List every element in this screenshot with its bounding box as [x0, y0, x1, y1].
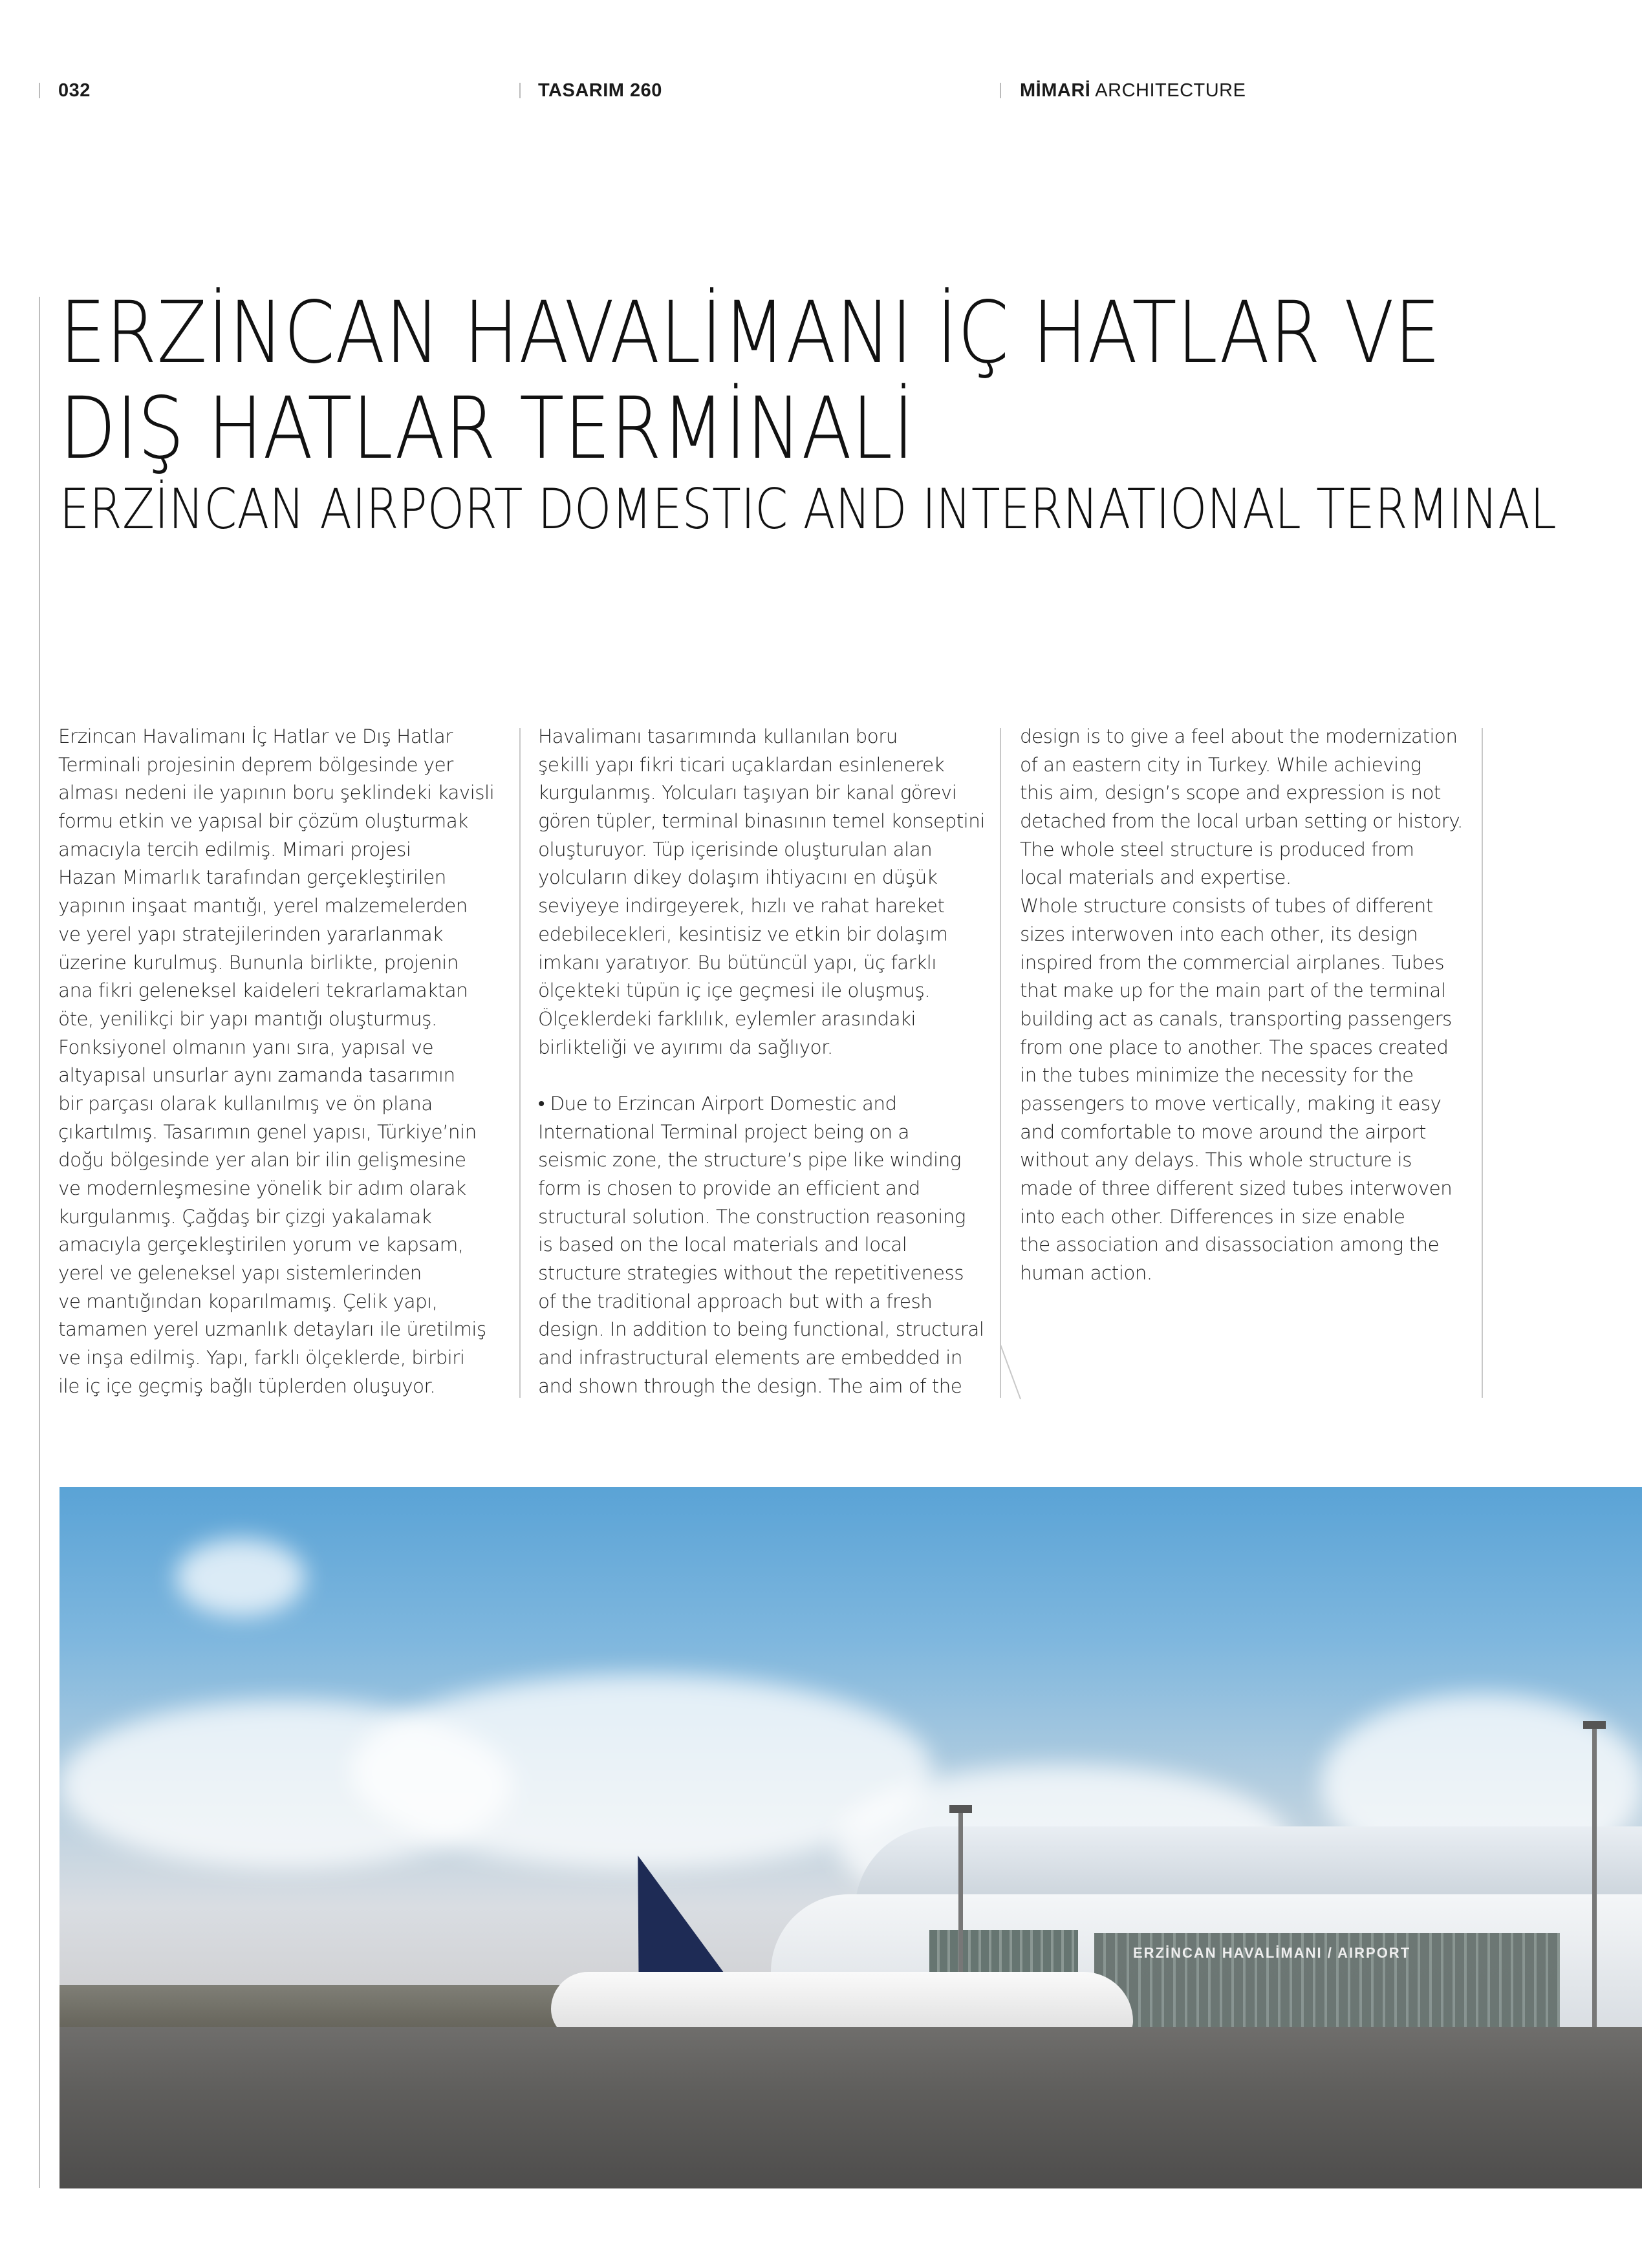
text-line: öte, yenilikçi bir yapı mantığı oluşturmuş. [58, 1007, 437, 1030]
body-column-1 [58, 723, 511, 1401]
magazine-issue: TASARIM 260 [538, 80, 662, 101]
text-line: building act as canals, transporting passengers [1020, 1007, 1452, 1030]
text-line: imkanı yaratıyor. Bu bütüncül yapı, üç farklı [538, 951, 936, 974]
text-line: of an eastern city in Turkey. While achieving [1020, 753, 1421, 776]
text-line: amacıyla tercih edilmiş. Mimari projesi [58, 838, 411, 861]
header-divider [39, 83, 40, 98]
section-label: MİMARİ ARCHITECTURE [1020, 80, 1246, 101]
text-line: structure strategies without the repetitiveness [538, 1262, 964, 1285]
text-line: ana fikri geleneksel kaideleri tekrarlamaktan [58, 979, 468, 1002]
body-column-3 [1020, 723, 1473, 1288]
text-line: seismic zone, the structure’s pipe like winding [538, 1149, 961, 1171]
text-line: ve inşa edilmiş. Yapı, farklı ölçeklerde, birbiri [58, 1347, 465, 1369]
text-line: seviyeye indirgeyerek, hızlı ve rahat hareket [538, 895, 945, 917]
body-column-2 [538, 723, 991, 1401]
text-line: structural solution. The construction reasoning [538, 1205, 966, 1228]
text-line: and infrastructural elements are embedded in [538, 1347, 962, 1369]
text-line: and shown through the design. The aim of the [538, 1375, 962, 1397]
column-divider [1000, 728, 1001, 1398]
terminal-sign: ERZİNCAN HAVALİMANI / AIRPORT [1133, 1945, 1411, 1961]
tarmac [59, 2027, 1642, 2188]
header-divider [519, 83, 521, 98]
column-divider-diagonal [1000, 1345, 1026, 1400]
text-line: sizes interwoven into each other, its design [1020, 923, 1418, 945]
text-line: formu etkin ve yapısal bir çözüm oluşturmak [58, 810, 468, 833]
text-line: doğu bölgesinde yer alan bir ilin gelişmesine [58, 1149, 466, 1171]
text-line: birlikteliği ve ayırımı da sağlıyor. [538, 1036, 833, 1058]
text-line: design is to give a feel about the modernization [1020, 725, 1458, 747]
text-line: form is chosen to provide an efficient and [538, 1177, 920, 1199]
text-line: that make up for the main part of the terminal [1020, 979, 1446, 1002]
text-line: inspired from the commercial airplanes. Tubes [1020, 951, 1445, 974]
text-line: Ölçeklerdeki farklılık, eylemler arasındaki [538, 1007, 916, 1030]
article-subtitle: ERZİNCAN AIRPORT DOMESTIC AND INTERNATIONAL TERMINAL [59, 477, 1557, 542]
column-divider [1482, 728, 1483, 1398]
text-line: The whole steel structure is produced from [1020, 838, 1414, 861]
text-line: ve yerel yapı stratejilerinden yararlanmak [58, 923, 443, 945]
text-line: design. In addition to being functional, structural [538, 1318, 984, 1341]
text-line: şekilli yapı fikri ticari uçaklardan esinlenerek [538, 753, 945, 776]
text-line: yolcuların dikey dolaşım ihtiyacını en düşük [538, 866, 938, 889]
text-line: made of three different sized tubes interwoven [1020, 1177, 1453, 1199]
text-line: ve modernleşmesine yönelik bir adım olarak [58, 1177, 466, 1199]
text-line: from one place to another. The spaces created [1020, 1036, 1449, 1058]
text-line: Erzincan Havalimanı İç Hatlar ve Dış Hatlar [58, 725, 453, 747]
text-line: gören tüpler, terminal binasının temel konseptini [538, 810, 985, 833]
article-title-line1: ERZİNCAN HAVALİMANI İÇ HATLAR VE [59, 283, 1441, 383]
column-divider [519, 728, 521, 1398]
text-line: tamamen yerel uzmanlık detayları ile üretilmiş [58, 1318, 486, 1341]
text-line: altyapısal unsurlar aynı zamanda tasarımın [58, 1064, 455, 1087]
margin-rule [39, 297, 40, 2188]
text-line: Whole structure consists of tubes of different [1020, 895, 1433, 917]
text-line: of the traditional approach but with a fresh [538, 1290, 933, 1312]
text-line: in the tubes minimize the necessity for the [1020, 1064, 1414, 1087]
text-line: human action. [1020, 1262, 1152, 1285]
text-line: üzerine kurulmuş. Bununla birlikte, projenin [58, 951, 459, 974]
airport-terminal-photo [59, 1487, 1642, 2188]
text-line: bir parçası olarak kullanılmış ve ön plana [58, 1092, 433, 1115]
text-line: detached from the local urban setting or history. [1020, 810, 1463, 833]
text-line: çıkartılmış. Tasarımın genel yapısı, Türkiye’nin [58, 1120, 477, 1143]
text-line: without any delays. This whole structure is [1020, 1149, 1412, 1171]
text-line: Havalimanı tasarımında kullanılan boru [538, 725, 898, 747]
text-line: Terminali projesinin deprem bölgesinde yer [58, 753, 453, 776]
text-line: kurgulanmış. Yolcuları taşıyan bir kanal görevi [538, 782, 957, 804]
text-line: International Terminal project being on a [538, 1120, 909, 1143]
text-line: yapının inşaat mantığı, yerel malzemelerden [58, 895, 468, 917]
text-line: into each other. Differences in size enable [1020, 1205, 1405, 1228]
text-line: ölçekteki tüpün iç içe geçmesi ile oluşmuş. [538, 979, 931, 1002]
light-pole [1592, 1726, 1597, 2030]
page-number: 032 [58, 80, 91, 101]
text-line: edebilecekleri, kesintisiz ve etkin bir dolaşım [538, 923, 948, 945]
text-line: this aim, design’s scope and expression is not [1020, 782, 1441, 804]
article-title-line2: DIŞ HATLAR TERMİNALİ [59, 379, 914, 478]
text-line [538, 1062, 991, 1090]
text-line: oluşturuyor. Tüp içerisinde oluşturulan alan [538, 838, 933, 861]
text-line: Hazan Mimarlık tarafından gerçekleştirilen [58, 866, 446, 889]
text-line: ile iç içe geçmiş bağlı tüplerden oluşuyor. [58, 1375, 436, 1397]
text-line: local materials and expertise. [1020, 866, 1291, 889]
header-divider [1000, 83, 1001, 98]
text-line: alması nedeni ile yapının boru şeklindeki kavisli [58, 782, 495, 804]
text-line: the association and disassociation among the [1020, 1234, 1440, 1256]
text-line: Fonksiyonel olmanın yanı sıra, yapısal ve [58, 1036, 434, 1058]
text-line: amacıyla gerçekleştirilen yorum ve kapsam, [58, 1234, 464, 1256]
text-line: passengers to move vertically, making it easy [1020, 1092, 1442, 1115]
text-line: yerel ve geleneksel yapı sistemlerinden [58, 1262, 422, 1285]
text-line: ve mantığından koparılmamış. Çelik yapı, [58, 1290, 438, 1312]
text-line: kurgulanmış. Çağdaş bir çizgi yakalamak [58, 1205, 432, 1228]
text-line: and comfortable to move around the airport [1020, 1120, 1426, 1143]
text-line: • Due to Erzincan Airport Domestic and [538, 1092, 897, 1115]
text-line: is based on the local materials and local [538, 1234, 907, 1256]
